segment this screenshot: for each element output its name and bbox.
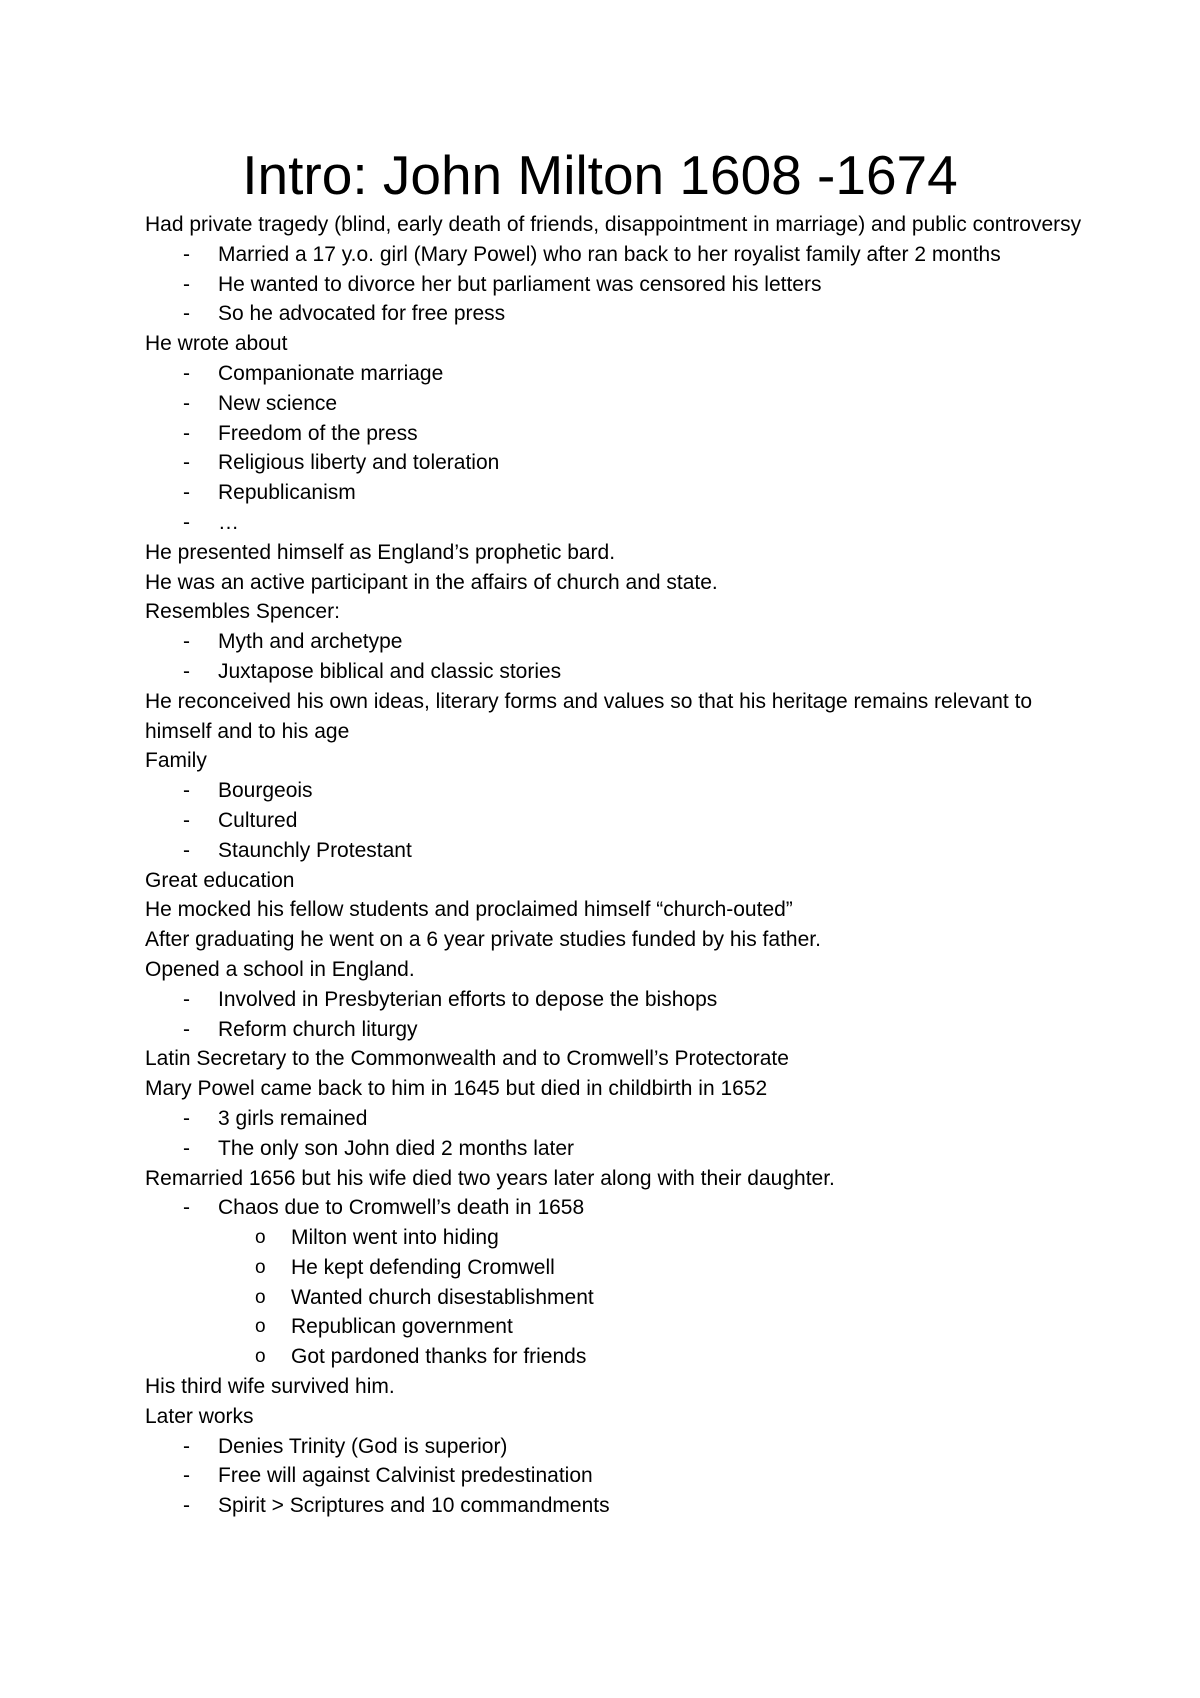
line-text: Bourgeois bbox=[218, 779, 313, 803]
bullet-item bbox=[145, 448, 1085, 478]
paragraph-line bbox=[145, 1164, 1085, 1194]
dash-bullet-marker: - bbox=[183, 481, 190, 505]
bullet-item bbox=[145, 1015, 1085, 1045]
line-text: Chaos due to Cromwell’s death in 1658 bbox=[218, 1196, 585, 1220]
dash-bullet-marker: - bbox=[183, 987, 190, 1011]
paragraph-line bbox=[145, 955, 1085, 985]
line-text: He mocked his fellow students and proclaimed himself “church-outed” bbox=[145, 898, 793, 922]
circle-bullet-marker: o bbox=[255, 1286, 266, 1308]
dash-bullet-marker: - bbox=[183, 242, 190, 266]
paragraph-line bbox=[145, 866, 1085, 896]
line-text: The only son John died 2 months later bbox=[218, 1136, 575, 1160]
dash-bullet-marker: - bbox=[183, 1494, 190, 1518]
paragraph-line bbox=[145, 538, 1085, 568]
paragraph-line bbox=[145, 597, 1085, 627]
circle-bullet-marker: o bbox=[255, 1316, 266, 1338]
dash-bullet-marker: - bbox=[183, 1196, 190, 1220]
line-text: 3 girls remained bbox=[218, 1106, 368, 1130]
line-text: Opened a school in England. bbox=[145, 957, 415, 981]
dash-bullet-marker: - bbox=[183, 361, 190, 385]
line-text: Resembles Spencer: bbox=[145, 600, 340, 624]
bullet-item bbox=[145, 985, 1085, 1015]
bullet-item bbox=[145, 776, 1085, 806]
line-text: Myth and archetype bbox=[218, 630, 403, 654]
dash-bullet-marker: - bbox=[183, 838, 190, 862]
circle-bullet-marker: o bbox=[255, 1256, 266, 1278]
line-text: Religious liberty and toleration bbox=[218, 451, 500, 475]
bullet-item bbox=[145, 657, 1085, 687]
bullet-item bbox=[145, 478, 1085, 508]
line-text: Milton went into hiding bbox=[291, 1226, 499, 1250]
circle-bullet-marker: o bbox=[255, 1227, 266, 1249]
bullet-item bbox=[145, 389, 1085, 419]
line-text: Reform church liturgy bbox=[218, 1017, 418, 1041]
paragraph-line bbox=[145, 687, 1085, 747]
paragraph-line bbox=[145, 925, 1085, 955]
paragraph-line bbox=[145, 1074, 1085, 1104]
line-text: Free will against Calvinist predestination bbox=[218, 1464, 593, 1488]
line-text: Staunchly Protestant bbox=[218, 838, 412, 862]
line-text: Family bbox=[145, 749, 207, 773]
dash-bullet-marker: - bbox=[183, 272, 190, 296]
bullet-item bbox=[145, 1432, 1085, 1462]
line-text: Freedom of the press bbox=[218, 421, 418, 445]
dash-bullet-marker: - bbox=[183, 510, 190, 534]
document-body bbox=[145, 210, 1085, 1521]
sub-bullet-item bbox=[145, 1283, 1085, 1313]
dash-bullet-marker: - bbox=[183, 421, 190, 445]
line-text: Mary Powel came back to him in 1645 but died in childbirth in 1652 bbox=[145, 1077, 768, 1101]
bullet-item bbox=[145, 1461, 1085, 1491]
line-text: Great education bbox=[145, 868, 295, 892]
bullet-item bbox=[145, 508, 1085, 538]
circle-bullet-marker: o bbox=[255, 1346, 266, 1368]
line-text: Later works bbox=[145, 1404, 254, 1428]
bullet-item bbox=[145, 270, 1085, 300]
document-title: Intro: John Milton 1608 -1674 bbox=[242, 144, 958, 206]
paragraph-line bbox=[145, 1372, 1085, 1402]
dash-bullet-marker: - bbox=[183, 808, 190, 832]
line-text: Got pardoned thanks for friends bbox=[291, 1345, 587, 1369]
bullet-item bbox=[145, 1104, 1085, 1134]
dash-bullet-marker: - bbox=[183, 779, 190, 803]
paragraph-line bbox=[145, 568, 1085, 598]
line-text: Involved in Presbyterian efforts to depose the bishops bbox=[218, 987, 718, 1011]
line-text: He wanted to divorce her but parliament was censored his letters bbox=[218, 272, 822, 296]
line-text: Denies Trinity (God is superior) bbox=[218, 1434, 508, 1458]
sub-bullet-item bbox=[145, 1253, 1085, 1283]
line-text: Spirit > Scriptures and 10 commandments bbox=[218, 1494, 610, 1518]
line-text: Latin Secretary to the Commonwealth and to Cromwell’s Protectorate bbox=[145, 1047, 789, 1071]
paragraph-line bbox=[145, 895, 1085, 925]
dash-bullet-marker: - bbox=[183, 391, 190, 415]
sub-bullet-item bbox=[145, 1223, 1085, 1253]
line-text: Married a 17 y.o. girl (Mary Powel) who ran back to her royalist family after 2 months bbox=[218, 242, 1001, 266]
bullet-item bbox=[145, 836, 1085, 866]
line-text: Republicanism bbox=[218, 481, 356, 505]
dash-bullet-marker: - bbox=[183, 659, 190, 683]
line-text: He was an active participant in the affairs of church and state. bbox=[145, 570, 718, 594]
dash-bullet-marker: - bbox=[183, 302, 190, 326]
line-text: Juxtapose biblical and classic stories bbox=[218, 659, 562, 683]
paragraph-line bbox=[145, 1402, 1085, 1432]
line-text: Remarried 1656 but his wife died two years later along with their daughter. bbox=[145, 1166, 835, 1190]
paragraph-line bbox=[145, 210, 1085, 240]
line-text: … bbox=[218, 510, 239, 534]
dash-bullet-marker: - bbox=[183, 1136, 190, 1160]
sub-bullet-item bbox=[145, 1342, 1085, 1372]
line-text: New science bbox=[218, 391, 338, 415]
line-text: His third wife survived him. bbox=[145, 1375, 395, 1399]
paragraph-line bbox=[145, 746, 1085, 776]
paragraph-line bbox=[145, 329, 1085, 359]
dash-bullet-marker: - bbox=[183, 451, 190, 475]
bullet-item bbox=[145, 1491, 1085, 1521]
bullet-item bbox=[145, 240, 1085, 270]
bullet-item bbox=[145, 419, 1085, 449]
line-text: Had private tragedy (blind, early death of friends, disappointment in marriage) and public controversy bbox=[145, 213, 1082, 236]
line-text: So he advocated for free press bbox=[218, 302, 506, 326]
line-text: He presented himself as England’s prophetic bard. bbox=[145, 540, 616, 564]
sub-bullet-item bbox=[145, 1312, 1085, 1342]
dash-bullet-marker: - bbox=[183, 630, 190, 654]
dash-bullet-marker: - bbox=[183, 1106, 190, 1130]
line-text: After graduating he went on a 6 year private studies funded by his father. bbox=[145, 928, 821, 952]
paragraph-line bbox=[145, 1044, 1085, 1074]
bullet-item bbox=[145, 299, 1085, 329]
bullet-item bbox=[145, 627, 1085, 657]
bullet-item bbox=[145, 1134, 1085, 1164]
line-text: He kept defending Cromwell bbox=[291, 1255, 555, 1279]
line-text: He reconceived his own ideas, literary forms and values so that his heritage remains relevant to himself and to his age bbox=[145, 689, 1033, 743]
bullet-item bbox=[145, 806, 1085, 836]
bullet-item bbox=[145, 1193, 1085, 1223]
line-text: Companionate marriage bbox=[218, 361, 444, 385]
line-text: Republican government bbox=[291, 1315, 513, 1339]
dash-bullet-marker: - bbox=[183, 1434, 190, 1458]
bullet-item bbox=[145, 359, 1085, 389]
line-text: Cultured bbox=[218, 808, 298, 832]
dash-bullet-marker: - bbox=[183, 1017, 190, 1041]
line-text: He wrote about bbox=[145, 332, 288, 356]
line-text: Wanted church disestablishment bbox=[291, 1285, 594, 1309]
dash-bullet-marker: - bbox=[183, 1464, 190, 1488]
